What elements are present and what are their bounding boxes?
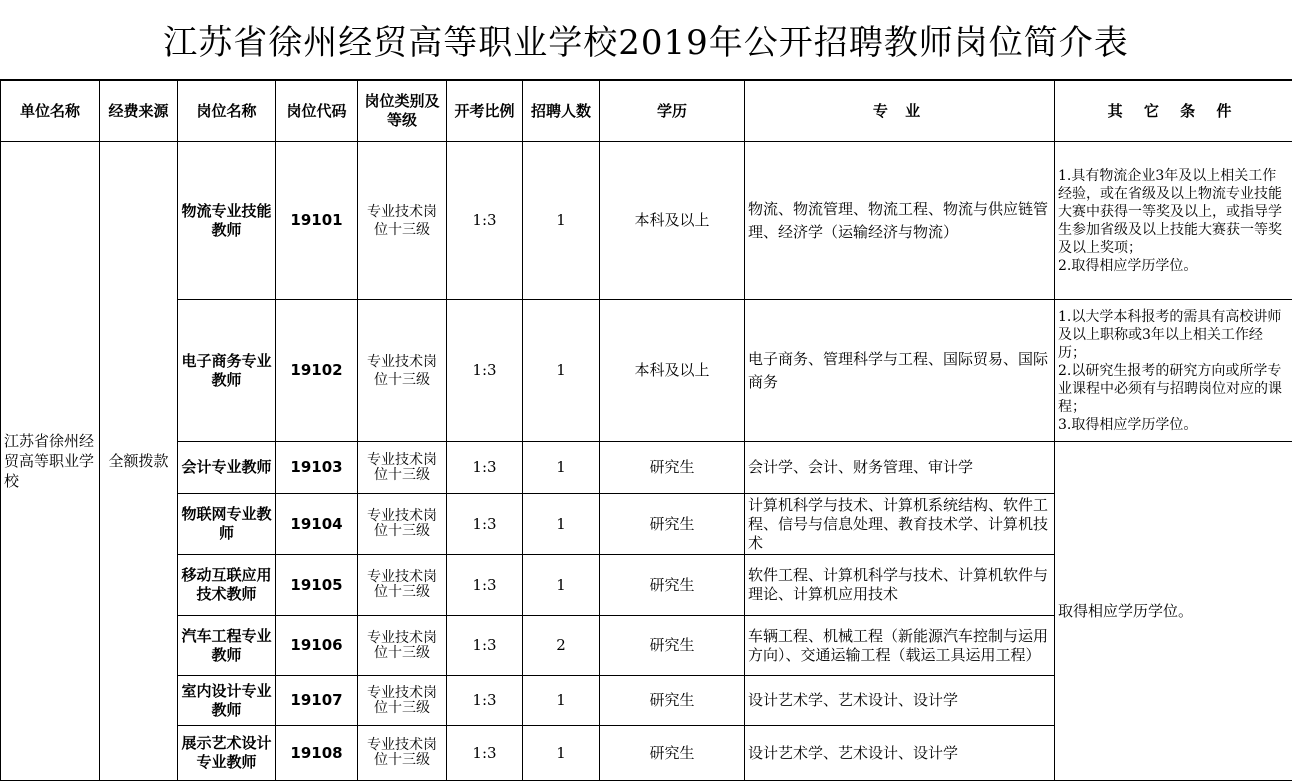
count-cell: 1: [523, 726, 600, 781]
post-name-cell: 会计专业教师: [178, 442, 276, 494]
ratio-cell: 1:3: [447, 676, 523, 726]
header-unit: 单位名称: [1, 81, 100, 142]
ratio-cell: 1:3: [447, 494, 523, 555]
other-conditions-cell: [1055, 142, 1292, 300]
post-category-cell: 专业技术岗位十三级: [358, 616, 447, 676]
education-cell: 研究生: [600, 494, 745, 555]
major-cell: 设计艺术学、艺术设计、设计学: [745, 676, 1055, 726]
post-code-cell: 19101: [276, 142, 358, 300]
ratio-cell: 1:3: [447, 616, 523, 676]
post-code-cell: 19104: [276, 494, 358, 555]
education-cell: 研究生: [600, 616, 745, 676]
header-post-code: 岗位代码: [276, 81, 358, 142]
header-post-category: 岗位类别及等级: [358, 81, 447, 142]
other-line: 1.具有物流企业3年及以上相关工作经验，或在省级及以上物流专业技能大赛中获得一等奖及以上，或指导学生参加省级及以上技能大赛获一等奖及以上奖项；: [1058, 167, 1289, 257]
major-cell: 计算机科学与技术、计算机系统结构、软件工程、信号与信息处理、教育技术学、计算机技术: [745, 494, 1055, 555]
count-cell: 1: [523, 142, 600, 300]
ratio-cell: 1:3: [447, 726, 523, 781]
post-category-cell: 专业技术岗位十三级: [358, 676, 447, 726]
ratio-cell: 1:3: [447, 442, 523, 494]
major-cell: 设计艺术学、艺术设计、设计学: [745, 726, 1055, 781]
post-category-cell: 专业技术岗位十三级: [358, 442, 447, 494]
post-name-cell: 汽车工程专业教师: [178, 616, 276, 676]
funding-cell: 全额拨款: [100, 142, 178, 781]
count-cell: 1: [523, 300, 600, 442]
post-name-cell: 展示艺术设计专业教师: [178, 726, 276, 781]
header-other: 其 它 条 件: [1055, 81, 1292, 142]
other-line: 1.以大学本科报考的需具有高校讲师及以上职称或3年以上相关工作经历；: [1058, 308, 1289, 362]
header-funding: 经费来源: [100, 81, 178, 142]
count-cell: 1: [523, 676, 600, 726]
other-line: 3.取得相应学历学位。: [1058, 416, 1289, 434]
post-code-cell: 19103: [276, 442, 358, 494]
ratio-cell: 1:3: [447, 555, 523, 616]
shared-other-conditions-cell: 取得相应学历学位。: [1055, 442, 1292, 781]
education-cell: 研究生: [600, 676, 745, 726]
post-category-cell: 专业技术岗位十三级: [358, 555, 447, 616]
post-code-cell: 19108: [276, 726, 358, 781]
post-name-cell: 物流专业技能教师: [178, 142, 276, 300]
major-cell: 会计学、会计、财务管理、审计学: [745, 442, 1055, 494]
other-line: 2.取得相应学历学位。: [1058, 257, 1289, 275]
education-cell: 研究生: [600, 442, 745, 494]
post-category-cell: 专业技术岗位十三级: [358, 142, 447, 300]
major-cell: 车辆工程、机械工程（新能源汽车控制与运用方向）、交通运输工程（载运工具运用工程）: [745, 616, 1055, 676]
education-cell: 本科及以上: [600, 142, 745, 300]
other-conditions-cell: [1055, 300, 1292, 442]
education-cell: 本科及以上: [600, 300, 745, 442]
post-code-cell: 19102: [276, 300, 358, 442]
post-category-cell: 专业技术岗位十三级: [358, 726, 447, 781]
education-cell: 研究生: [600, 726, 745, 781]
post-code-cell: 19105: [276, 555, 358, 616]
count-cell: 1: [523, 555, 600, 616]
education-cell: 研究生: [600, 555, 745, 616]
major-cell: 软件工程、计算机科学与技术、计算机软件与理论、计算机应用技术: [745, 555, 1055, 616]
header-education: 学历: [600, 81, 745, 142]
header-ratio: 开考比例: [447, 81, 523, 142]
count-cell: 1: [523, 494, 600, 555]
post-name-cell: 物联网专业教师: [178, 494, 276, 555]
table-row: [1, 142, 1292, 300]
major-cell: 物流、物流管理、物流工程、物流与供应链管理、经济学（运输经济与物流）: [745, 142, 1055, 300]
post-name-cell: 室内设计专业教师: [178, 676, 276, 726]
table-row: [1, 300, 1292, 442]
post-code-cell: 19107: [276, 676, 358, 726]
ratio-cell: 1:3: [447, 142, 523, 300]
post-name-cell: 移动互联应用技术教师: [178, 555, 276, 616]
header-post-name: 岗位名称: [178, 81, 276, 142]
other-line: 2.以研究生报考的研究方向或所学专业课程中必须有与招聘岗位对应的课程；: [1058, 362, 1289, 416]
post-category-cell: 专业技术岗位十三级: [358, 494, 447, 555]
post-code-cell: 19106: [276, 616, 358, 676]
header-major: 专 业: [745, 81, 1055, 142]
count-cell: 1: [523, 442, 600, 494]
major-cell: 电子商务、管理科学与工程、国际贸易、国际商务: [745, 300, 1055, 442]
post-category-cell: 专业技术岗位十三级: [358, 300, 447, 442]
post-name-cell: 电子商务专业教师: [178, 300, 276, 442]
recruitment-table: [0, 80, 1292, 781]
count-cell: 2: [523, 616, 600, 676]
table-row: [1, 442, 1292, 494]
header-row: [1, 81, 1292, 142]
page-title: 江苏省徐州经贸高等职业学校2019年公开招聘教师岗位简介表: [0, 0, 1292, 80]
unit-name-cell: 江苏省徐州经贸高等职业学校: [1, 142, 100, 781]
header-count: 招聘人数: [523, 81, 600, 142]
ratio-cell: 1:3: [447, 300, 523, 442]
